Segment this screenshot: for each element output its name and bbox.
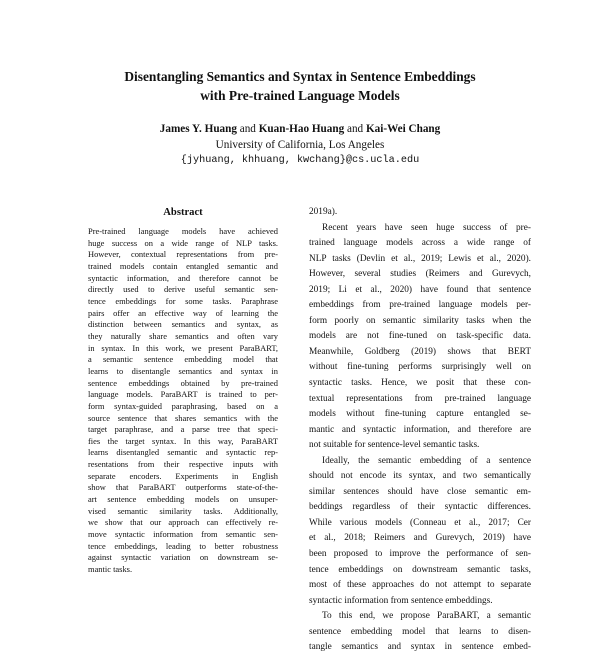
body-line: syntactic information from sentence embeddings. <box>309 595 493 606</box>
abstract-line: Pre-trained language models have achieved <box>88 226 278 236</box>
abstract-line: resentations from their respective inputs with <box>88 459 278 470</box>
abstract-line: we show that our approach can effectively re- <box>88 517 278 528</box>
abstract-line: form syntax-guided paraphrasing, based on a <box>88 400 278 411</box>
abstract-heading: Abstract <box>163 207 203 218</box>
body-line: without fine-tuning performs surprisingly well on <box>309 362 531 373</box>
author-1: James Y. Huang <box>159 123 237 135</box>
abstract-line: separate encoders. Experiments in English <box>88 470 278 481</box>
abstract-line: they naturally share semantics and often vary <box>88 330 278 341</box>
body-line: sentence embedding model that learns to disen- <box>309 626 531 637</box>
author-3: Kai-Wei Chang <box>365 123 441 135</box>
abstract-line: a semantic sentence embedding model that <box>88 354 278 365</box>
abstract-body <box>88 226 278 576</box>
body-line: models without fine-tuning capture entangled se- <box>309 409 531 420</box>
abstract-line: tence embeddings for some tasks. Paraphrase <box>88 295 278 306</box>
abstract-line: in syntax. In this work, we present ParaBART, <box>88 342 278 353</box>
abstract-line: learns disentangled semantic and syntactic rep- <box>88 447 278 458</box>
right-column-body <box>309 205 531 656</box>
email: {jyhuang, khhuang, kwchang}@cs.ucla.edu <box>180 155 420 166</box>
abstract-line: pairs offer an effective way of learning the <box>88 307 278 318</box>
body-line: textual representations from pre-trained language <box>309 393 531 404</box>
affiliation: University of California, Los Angeles <box>215 138 385 151</box>
title-line-2: with Pre-trained Language Models <box>200 88 400 103</box>
abstract-line: directly used to derive useful semantic sen- <box>88 284 278 295</box>
body-line: similar sentences should have close semantic em- <box>309 486 531 497</box>
author-separator-2: and <box>347 123 364 135</box>
body-line: tangle semantics and syntax in sentence embed- <box>309 642 531 653</box>
abstract-line: against syntactic variation on downstream se- <box>88 552 278 563</box>
author-names <box>0 122 600 138</box>
paper-title <box>0 67 600 105</box>
body-line: While various models (Conneau et al., 2017; Cer <box>309 517 531 528</box>
abstract-line: fies the target syntax. In this way, ParaBART <box>88 435 278 446</box>
body-line: Recent years have seen huge success of pre- <box>322 222 531 233</box>
body-line: 2019; Li et al., 2020) have found that sentence <box>309 284 531 295</box>
abstract-line: language models. ParaBART is trained to per- <box>88 389 278 400</box>
abstract-line: syntactic information, and therefore cannot be <box>88 272 278 283</box>
abstract-line: sentence embeddings obtained by pre-trained <box>88 377 278 388</box>
body-line: form poorly on semantic similarity tasks when the <box>309 315 531 326</box>
abstract-line: However, contextual representations from pre- <box>88 249 278 260</box>
abstract-line: target paraphrase, and a parse tree that speci- <box>88 424 278 435</box>
body-line: Ideally, the semantic embedding of a sentence <box>322 455 531 466</box>
abstract-line: distinction between semantics and syntax, as <box>88 319 278 330</box>
body-line: NLP tasks (Devlin et al., 2019; Lewis et al., 2020). <box>309 253 531 264</box>
body-line: To this end, we propose ParaBART, a semantic <box>322 611 531 622</box>
abstract-line: tence embeddings, leading to better robustness <box>88 540 278 551</box>
abstract-line: move syntactic information from semantic sen- <box>88 529 278 540</box>
author-2: Kuan-Hao Huang <box>258 123 345 135</box>
abstract-line: art sentence embedding models on unsuper- <box>88 494 278 505</box>
abstract-line: vised semantic similarity tasks. Additionally, <box>88 505 278 516</box>
body-line: beddings regardless of their syntactic differences. <box>309 502 531 513</box>
body-line: should not encode its syntax, and two semantically <box>309 471 531 482</box>
body-line: mantic and syntactic information, and therefore are <box>309 424 531 435</box>
body-line: However, several studies (Reimers and Gurevych, <box>309 269 531 280</box>
author-block <box>0 122 600 169</box>
body-line: models are not fine-tuned on task-specific data. <box>309 331 531 342</box>
body-line: embeddings from pre-trained language models per- <box>309 300 531 311</box>
body-line: not suitable for sentence-level semantic tasks. <box>309 440 480 451</box>
title-line-1: Disentangling Semantics and Syntax in Sentence Embeddings <box>124 69 476 84</box>
author-separator-1: and <box>239 123 256 135</box>
abstract-line: huge success on a wide range of NLP tasks. <box>88 237 278 248</box>
abstract-line: source sentence that shares semantics with the <box>88 412 278 423</box>
body-line: most of these approaches do not attempt to separate <box>309 580 531 591</box>
body-line: tence embeddings on downstream semantic tasks, <box>309 564 531 575</box>
abstract-line: learns to disentangle semantics and syntax in <box>88 365 278 376</box>
body-line: trained language models across a wide range of <box>309 238 531 249</box>
body-line: syntactic tasks. Hence, we posit that these con- <box>309 378 531 389</box>
body-line: been proposed to improve the performance of sen- <box>309 549 531 560</box>
body-line: 2019a). <box>309 207 338 217</box>
abstract-line: show that ParaBART outperforms state-of-the- <box>88 482 278 493</box>
abstract-line: mantic tasks. <box>88 564 133 575</box>
body-line: et al., 2018; Reimers and Gurevych, 2019) have <box>309 533 531 544</box>
abstract-line: trained models contain entangled semantic and <box>88 260 278 271</box>
body-line: Meanwhile, Goldberg (2019) shows that BERT <box>309 346 531 357</box>
